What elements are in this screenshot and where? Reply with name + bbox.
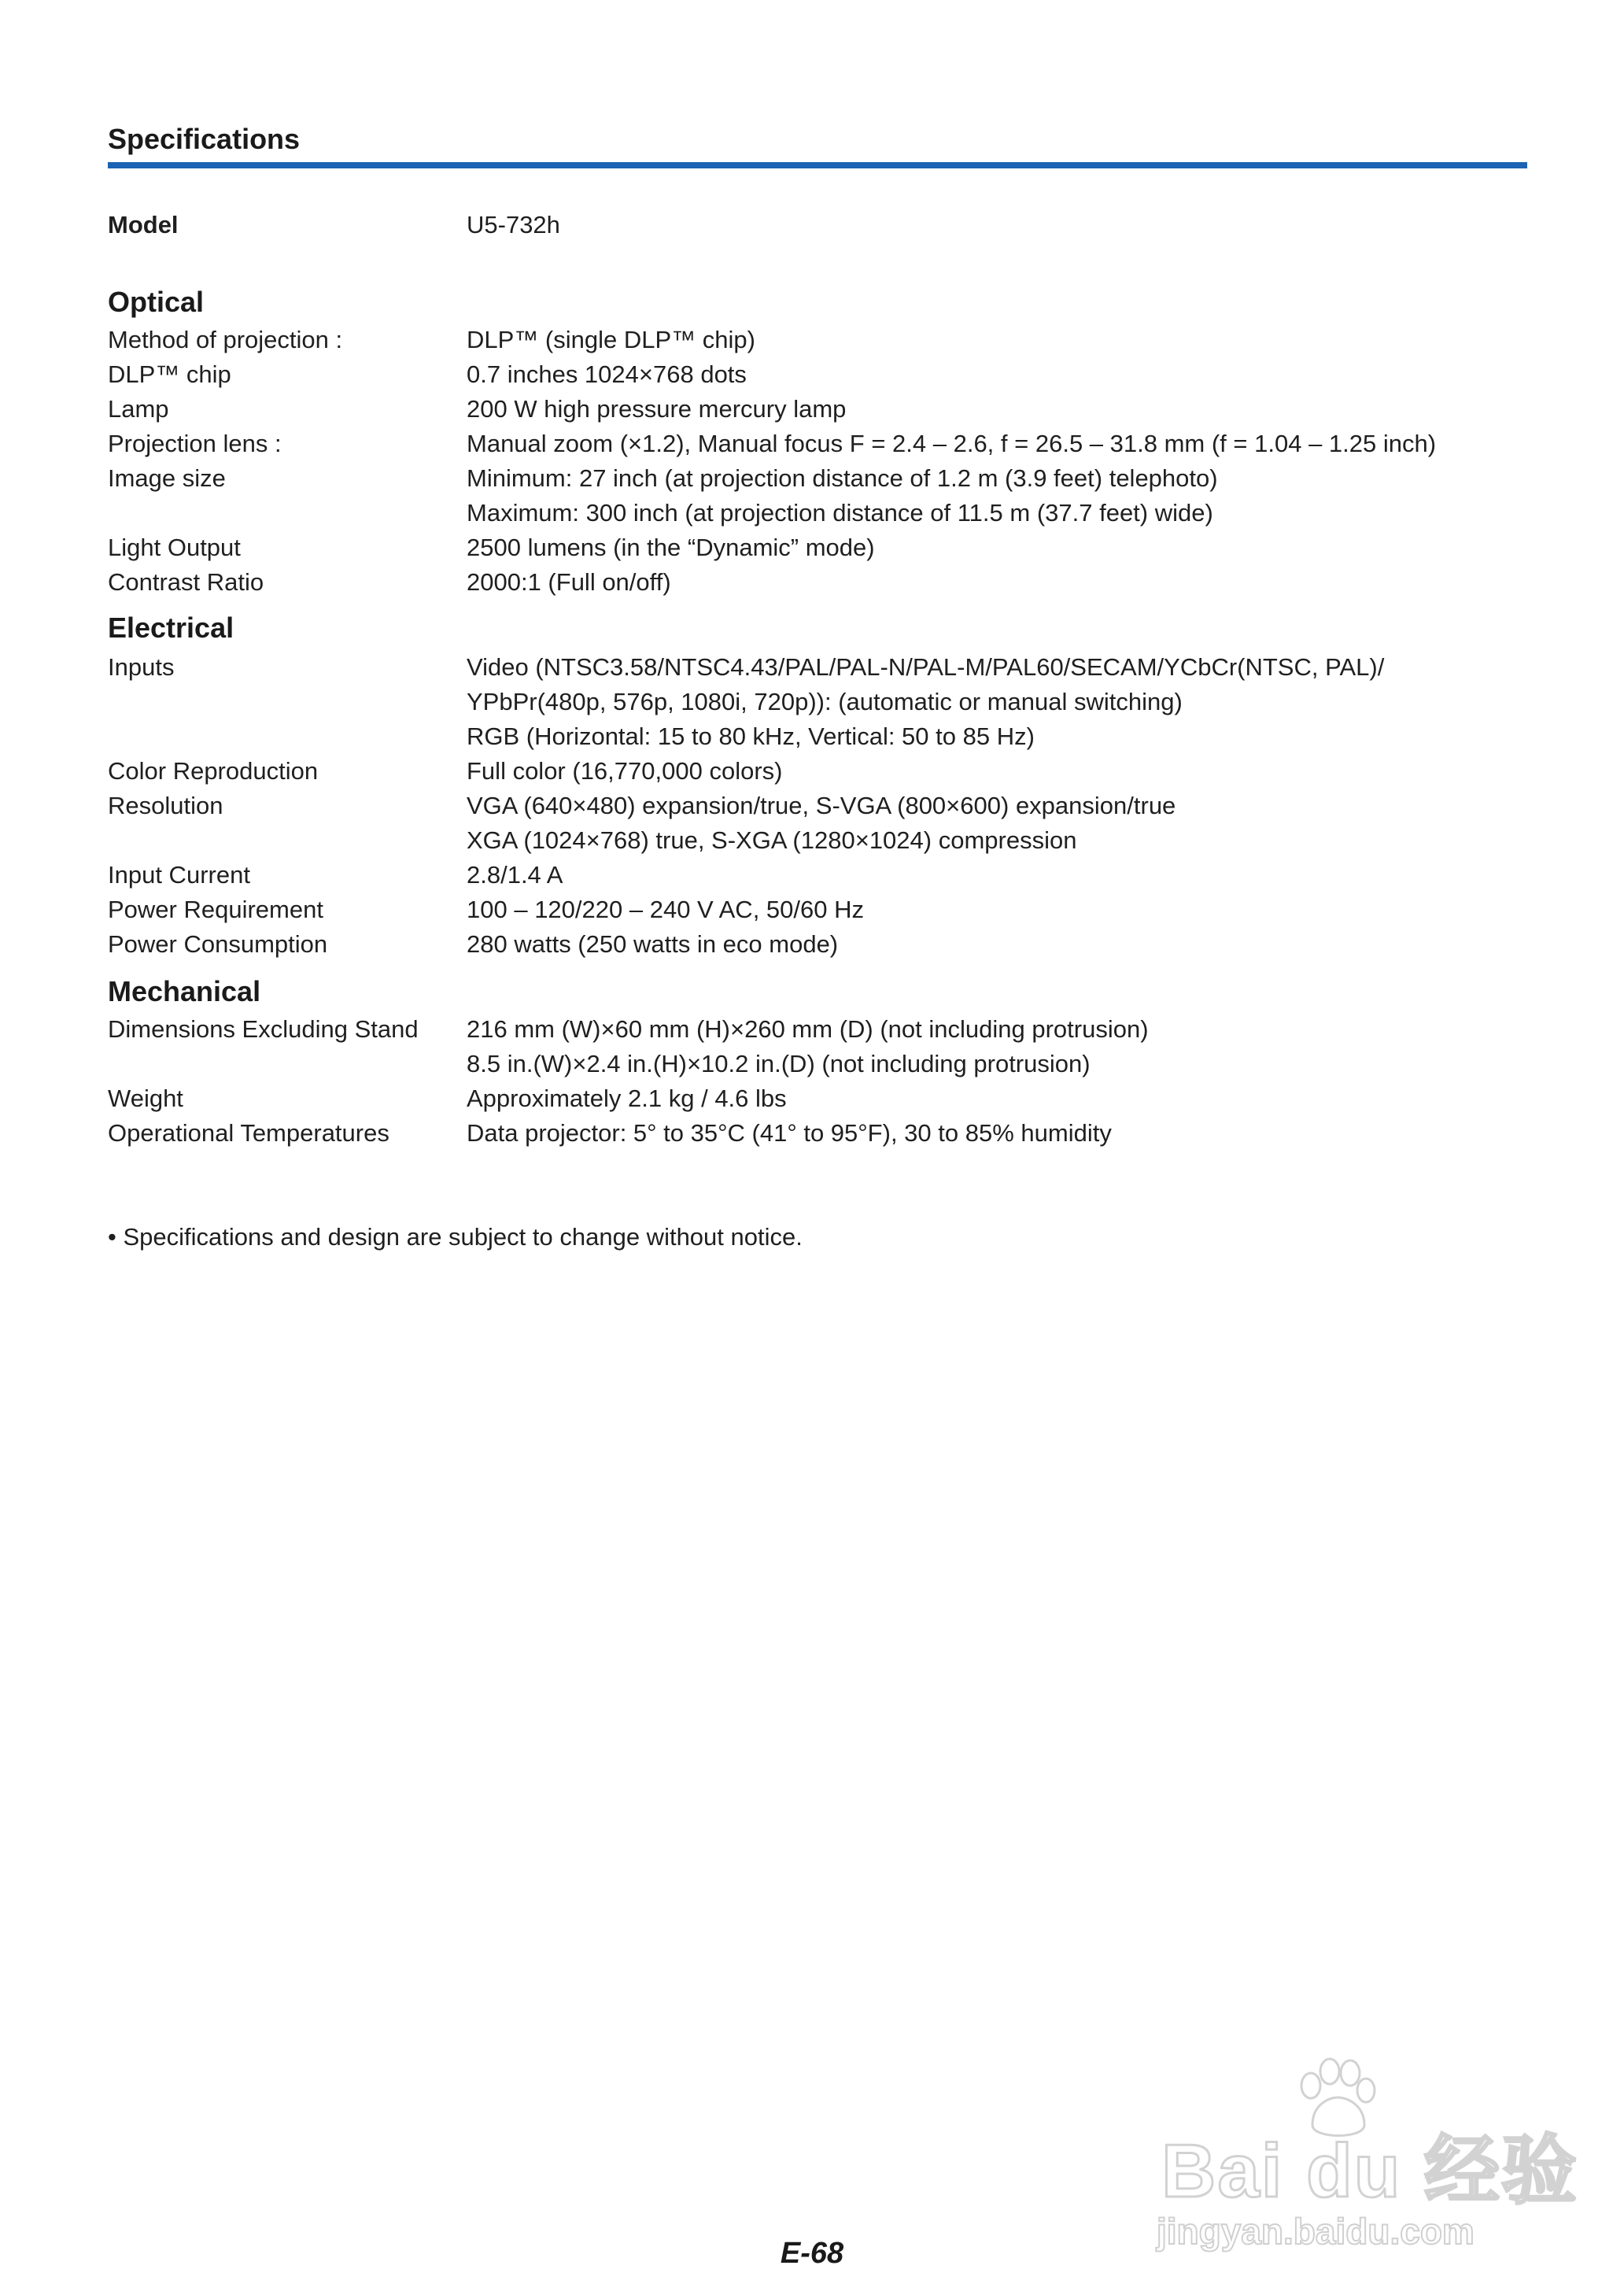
- model-row: [108, 208, 1527, 242]
- spec-row: [108, 1081, 1527, 1116]
- spec-label: Method of projection :: [108, 326, 343, 353]
- spec-value: 100 – 120/220 – 240 V AC, 50/60 Hz: [467, 896, 864, 923]
- spec-row: [108, 1047, 1527, 1081]
- spec-value: Maximum: 300 inch (at projection distance of 11.5 m (37.7 feet) wide): [467, 499, 1213, 527]
- spec-value: XGA (1024×768) true, S-XGA (1280×1024) compression: [467, 826, 1077, 854]
- spec-value: Data projector: 5° to 35°C (41° to 95°F), 30 to 85% humidity: [467, 1119, 1112, 1147]
- spec-label: Lamp: [108, 395, 169, 423]
- spec-row: [108, 927, 1527, 962]
- spec-row: [108, 754, 1527, 789]
- spec-row: [108, 323, 1527, 357]
- spec-row: [108, 461, 1527, 496]
- spec-label: Inputs: [108, 653, 175, 681]
- spec-label: Contrast Ratio: [108, 568, 264, 596]
- spec-value: DLP™ (single DLP™ chip): [467, 326, 755, 353]
- spec-value: Minimum: 27 inch (at projection distance of 1.2 m (3.9 feet) telephoto): [467, 464, 1218, 492]
- spec-row: [108, 530, 1527, 565]
- spec-value: VGA (640×480) expansion/true, S-VGA (800×600) expansion/true: [467, 792, 1176, 819]
- spec-value: 280 watts (250 watts in eco mode): [467, 930, 839, 958]
- spec-label: Light Output: [108, 534, 241, 561]
- spec-row: [108, 789, 1527, 823]
- spec-row: [108, 392, 1527, 427]
- spec-row: [108, 650, 1527, 685]
- spec-value: Video (NTSC3.58/NTSC4.43/PAL/PAL-N/PAL-M/PAL60/SECAM/YCbCr(NTSC, PAL)/: [467, 653, 1385, 681]
- model-label: Model: [108, 211, 179, 238]
- spec-label: DLP™ chip: [108, 360, 231, 388]
- spec-value: 0.7 inches 1024×768 dots: [467, 360, 747, 388]
- section-heading-mechanical: Mechanical: [108, 975, 261, 1007]
- spec-value: 8.5 in.(W)×2.4 in.(H)×10.2 in.(D) (not including protrusion): [467, 1050, 1091, 1077]
- spec-value: 216 mm (W)×60 mm (H)×260 mm (D) (not including protrusion): [467, 1015, 1149, 1043]
- section-heading-optical: Optical: [108, 286, 205, 318]
- title-rule: [108, 162, 1527, 168]
- spec-value: 2.8/1.4 A: [467, 861, 563, 889]
- spec-label: Color Reproduction: [108, 757, 319, 785]
- spec-row: [108, 823, 1527, 858]
- watermark-logo-text: Bai du 经验: [1161, 2129, 1579, 2213]
- spec-row: [108, 858, 1527, 893]
- spec-value: YPbPr(480p, 576p, 1080i, 720p)): (automatic or manual switching): [467, 688, 1183, 715]
- spec-value: 200 W high pressure mercury lamp: [467, 395, 847, 423]
- watermark-url: jingyan.baidu.com: [1157, 2211, 1475, 2252]
- spec-label: Dimensions Excluding Stand: [108, 1015, 419, 1043]
- spec-row: [108, 496, 1527, 530]
- spec-row: [108, 685, 1527, 719]
- spec-value: 2000:1 (Full on/off): [467, 568, 671, 596]
- spec-row: [108, 565, 1527, 600]
- spec-label: Power Consumption: [108, 930, 328, 958]
- spec-label: Resolution: [108, 792, 223, 819]
- spec-label: Power Requirement: [108, 896, 323, 923]
- page-title: Specifications: [108, 123, 301, 155]
- spec-value: 2500 lumens (in the “Dynamic” mode): [467, 534, 875, 561]
- spec-label: Operational Temperatures: [108, 1119, 389, 1147]
- spec-row: [108, 719, 1527, 754]
- spec-row: [108, 427, 1527, 461]
- spec-label: Image size: [108, 464, 226, 492]
- baidu-watermark: [1157, 2054, 1579, 2252]
- spec-label: Projection lens :: [108, 430, 282, 457]
- spec-value: Approximately 2.1 kg / 4.6 lbs: [467, 1085, 787, 1112]
- section-heading-electrical: Electrical: [108, 612, 234, 644]
- model-value: U5-732h: [467, 211, 560, 238]
- spec-row: [108, 357, 1527, 392]
- spec-value: Full color (16,770,000 colors): [467, 757, 783, 785]
- spec-value: RGB (Horizontal: 15 to 80 kHz, Vertical: 50 to 85 Hz): [467, 722, 1035, 750]
- spec-row: [108, 1012, 1527, 1047]
- spec-row: [108, 1116, 1527, 1151]
- spec-row: [108, 893, 1527, 927]
- page-number: E-68: [780, 2237, 844, 2270]
- spec-label: Weight: [108, 1085, 183, 1112]
- spec-label: Input Current: [108, 861, 250, 889]
- spec-value: Manual zoom (×1.2), Manual focus F = 2.4 – 2.6, f = 26.5 – 31.8 mm (f = 1.04 – 1.25 inch): [467, 430, 1437, 457]
- footnote: • Specifications and design are subject to change without notice.: [108, 1223, 803, 1251]
